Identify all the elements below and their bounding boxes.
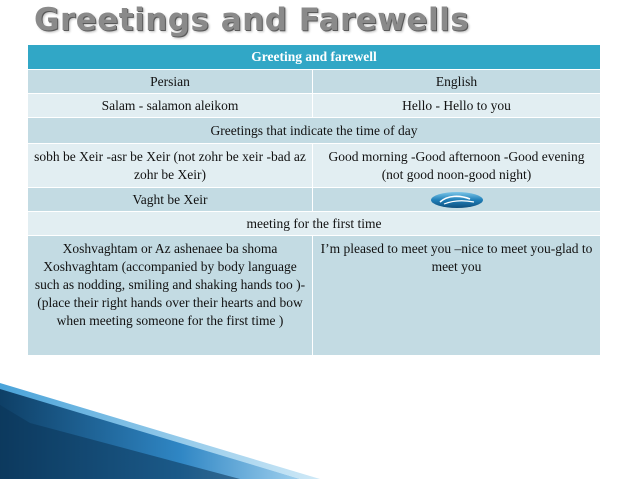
decorative-swoosh (0, 375, 638, 479)
slide-title: Greetings and Farewells (34, 2, 470, 38)
section-label: meeting for the first time (28, 212, 601, 236)
table-header: Greeting and farewell (28, 45, 601, 70)
english-cell: Good morning -Good afternoon -Good evening (not good noon-good night) (313, 144, 601, 188)
table-row (28, 94, 601, 118)
table-header-row (28, 45, 601, 70)
persian-cell: Xoshvaghtam or Az ashenaee ba shoma Xoshvaghtam (accompanied by body language such as nodding, smiling and shaking hands too )-(place their right hands over their hearts and bow when meeting someone for the first time ) (28, 236, 313, 356)
column-header-english: English (313, 70, 601, 94)
english-cell (313, 188, 601, 212)
section-row (28, 118, 601, 144)
greetings-table (27, 44, 601, 356)
section-label: Greetings that indicate the time of day (28, 118, 601, 144)
table-row (28, 236, 601, 356)
english-cell: Hello - Hello to you (313, 94, 601, 118)
persian-cell: Vaght be Xeir (28, 188, 313, 212)
persian-cell: Salam - salamon aleikom (28, 94, 313, 118)
table-row (28, 188, 601, 212)
section-row (28, 212, 601, 236)
column-header-row (28, 70, 601, 94)
column-header-persian: Persian (28, 70, 313, 94)
persian-cell: sobh be Xeir -asr be Xeir (not zohr be xeir -bad az zohr be Xeir) (28, 144, 313, 188)
english-cell: I’m pleased to meet you –nice to meet you-glad to meet you (313, 236, 601, 356)
swoosh-icon (430, 191, 484, 209)
table-row (28, 144, 601, 188)
